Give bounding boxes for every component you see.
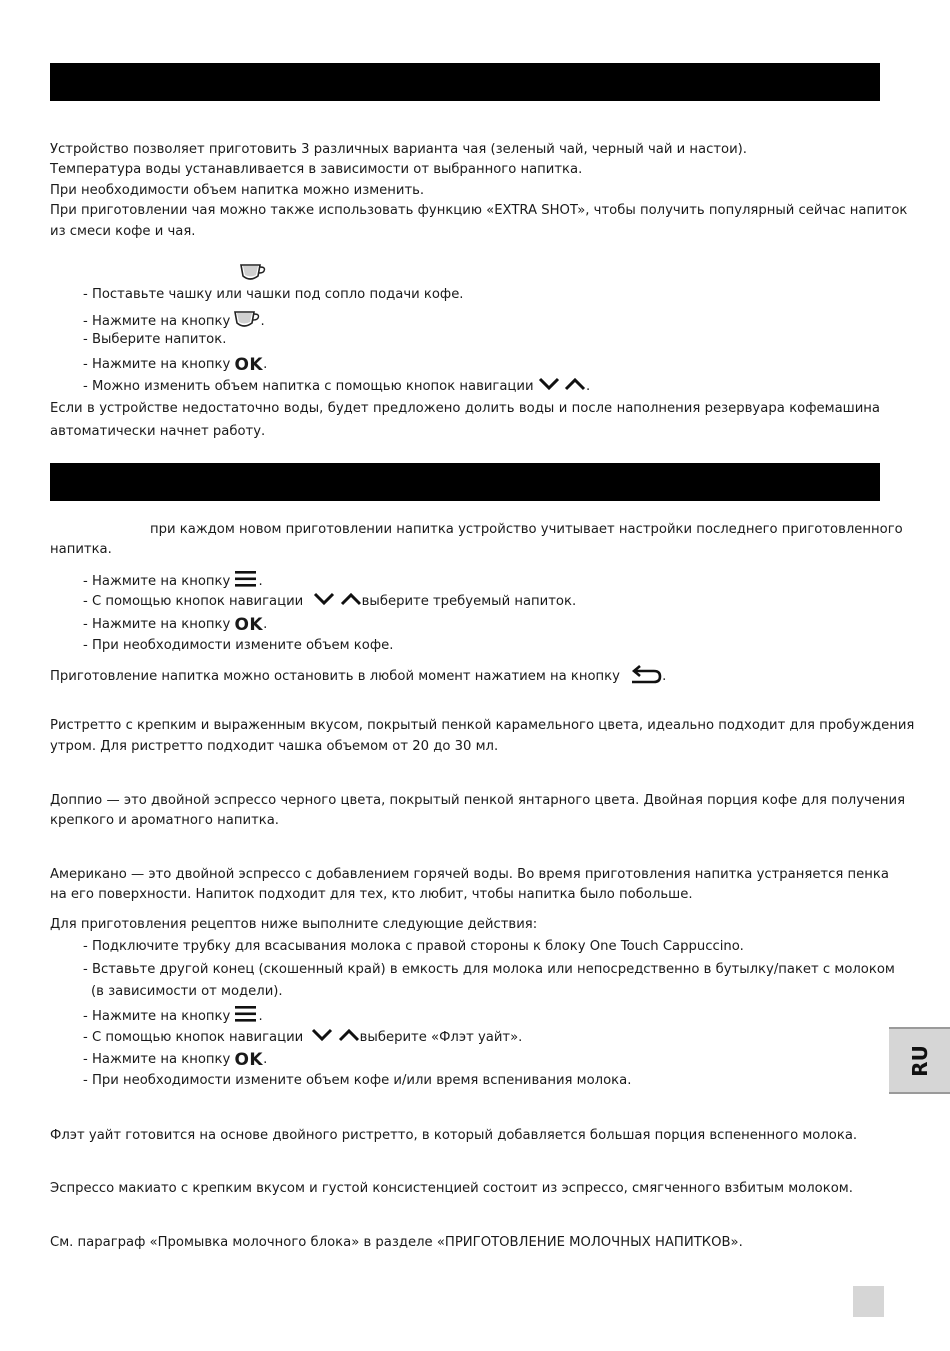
- intro-line: При приготовлении чая можно также использовать функцию «EXTRA SHOT», чтобы получить популярный сейчас напиток: [50, 203, 908, 218]
- list-item: - Нажмите на кнопку OK.: [83, 1050, 268, 1070]
- chevron-up-icon: [564, 377, 586, 395]
- flat-white-text: Флэт уайт готовится на основе двойного ристретто, в который добавляется большая порция вспененного молока.: [50, 1128, 858, 1143]
- water-note: автоматически начнет работу.: [50, 424, 266, 439]
- ok-icon: OK: [234, 615, 264, 635]
- list-item: - С помощью кнопок навигации выберите «Флэт уайт».: [83, 1030, 523, 1045]
- recipes-intro: Для приготовления рецептов ниже выполните следующие действия:: [50, 917, 538, 932]
- chevron-up-icon: [340, 592, 362, 610]
- intro-line: Устройство позволяет приготовить 3 различных варианта чая (зеленый чай, черный чай и настои).: [50, 142, 747, 157]
- cup-icon: [234, 310, 260, 332]
- list-item: - Нажмите на кнопку .: [83, 310, 265, 332]
- menu-icon: [234, 1005, 258, 1027]
- tea-cup-icon: [240, 263, 266, 285]
- chevron-up-icon: [338, 1028, 360, 1046]
- list-item: - Выберите напиток.: [83, 332, 227, 347]
- chevron-down-icon: [313, 592, 335, 610]
- section-header-bar-2: [50, 463, 880, 501]
- list-item: - Нажмите на кнопку .: [83, 570, 263, 592]
- back-icon: [630, 664, 662, 688]
- list-item: - Можно изменить объем напитка с помощью кнопок навигации .: [83, 379, 591, 394]
- ristretto-text: Ристретто с крепким и выраженным вкусом, покрытый пенкой карамельного цвета, идеально подходит для пробуждения: [50, 718, 915, 733]
- list-item: - При необходимости измените объем кофе.: [83, 638, 394, 653]
- list-item-continuation: (в зависимости от модели).: [91, 984, 283, 999]
- list-item: - Нажмите на кнопку OK.: [83, 615, 268, 635]
- settings-note: при каждом новом приготовлении напитка устройство учитывает настройки последнего приготовленного: [150, 522, 903, 537]
- settings-note: напитка.: [50, 542, 112, 557]
- ok-icon: OK: [234, 1050, 264, 1070]
- intro-line: Температура воды устанавливается в зависимости от выбранного напитка.: [50, 162, 583, 177]
- stop-note: Приготовление напитка можно остановить в любой момент нажатием на кнопку .: [50, 664, 666, 688]
- intro-line: из смеси кофе и чая.: [50, 224, 196, 239]
- chevron-down-icon: [311, 1028, 333, 1046]
- list-item: - При необходимости измените объем кофе и/или время вспенивания молока.: [83, 1073, 632, 1088]
- list-item: - Нажмите на кнопку .: [83, 1005, 263, 1027]
- americano-text: Американо — это двойной эспрессо с добавлением горячей воды. Во время приготовления напитка устраняется пенка: [50, 867, 889, 882]
- menu-icon: [234, 570, 258, 592]
- doppio-text: Доппио — это двойной эспрессо черного цвета, покрытый пенкой янтарного цвета. Двойная порция кофе для получения: [50, 793, 906, 808]
- list-item: - Подключите трубку для всасывания молока с правой стороны к блоку One Touch Cappuccino.: [83, 939, 744, 954]
- ok-icon: OK: [234, 355, 264, 375]
- rinse-reference: См. параграф «Промывка молочного блока» в разделе «ПРИГОТОВЛЕНИЕ МОЛОЧНЫХ НАПИТКОВ».: [50, 1235, 743, 1250]
- list-item: - Нажмите на кнопку OK.: [83, 355, 268, 375]
- section-header-bar-1: [50, 63, 880, 101]
- list-item: - Вставьте другой конец (скошенный край) в емкость для молока или непосредственно в бутылку/пакет с молоком: [83, 962, 895, 977]
- americano-text: на его поверхности. Напиток подходит для тех, кто любит, чтобы напитка было побольше.: [50, 887, 693, 902]
- macchiato-text: Эспрессо макиато с крепким вкусом и густой консистенцией состоит из эспрессо, смягченного взбитым молоком.: [50, 1181, 853, 1196]
- language-tab: RU: [889, 1027, 950, 1094]
- intro-line: При необходимости объем напитка можно изменить.: [50, 183, 425, 198]
- list-item: - С помощью кнопок навигации выберите требуемый напиток.: [83, 594, 577, 609]
- ristretto-text: утром. Для ристретто подходит чашка объемом от 20 до 30 мл.: [50, 739, 499, 754]
- list-item: - Поставьте чашку или чашки под сопло подачи кофе.: [83, 287, 464, 302]
- page-number-box: [853, 1286, 884, 1317]
- water-note: Если в устройстве недостаточно воды, будет предложено долить воды и после наполнения резервуара кофемашина: [50, 401, 880, 416]
- doppio-text: крепкого и ароматного напитка.: [50, 813, 279, 828]
- chevron-down-icon: [538, 377, 560, 395]
